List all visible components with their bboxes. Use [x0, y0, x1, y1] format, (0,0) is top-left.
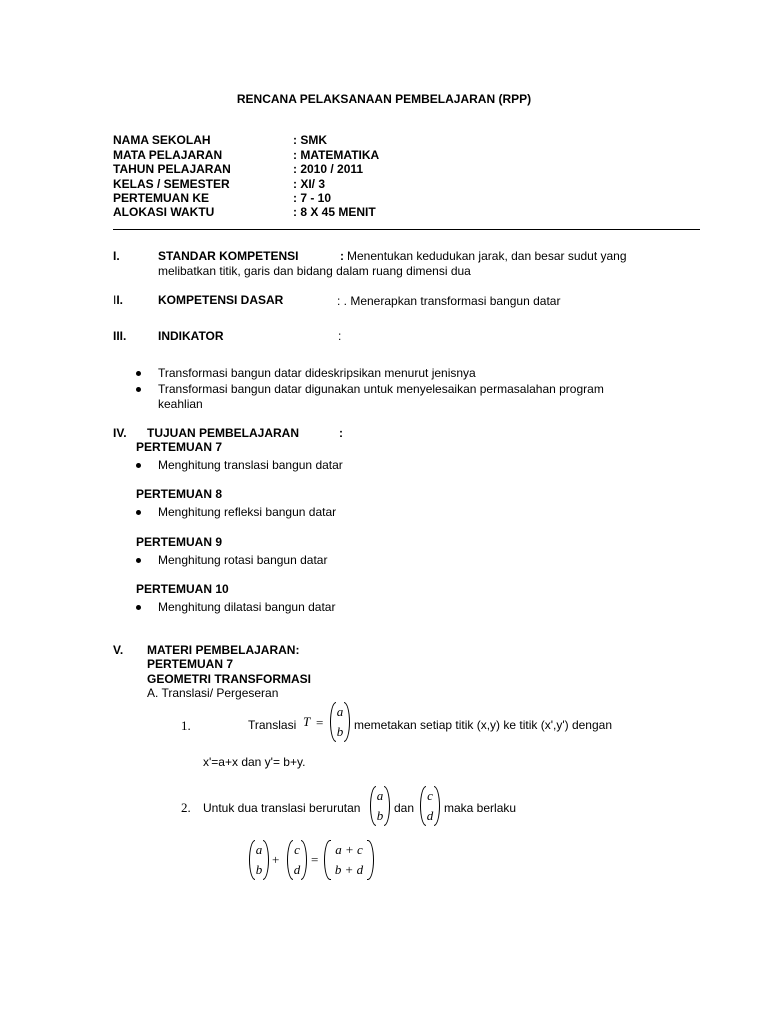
- vector-entry: a: [376, 788, 384, 803]
- section-colon: :: [339, 426, 343, 440]
- vector-ab: [370, 786, 390, 828]
- section-text: Menentukan kedudukan jarak, dan besar sudut yang: [347, 249, 627, 263]
- item-number: 2.: [181, 800, 191, 815]
- vector-sum: [324, 840, 374, 882]
- bullet-icon: [136, 371, 141, 376]
- meeting-title: PERTEMUAN 8: [136, 487, 223, 501]
- subtopic-title: A. Translasi/ Pergeseran: [147, 686, 279, 700]
- section-number: III.: [113, 329, 127, 343]
- list-item: keahlian: [158, 397, 203, 411]
- meeting-title: PERTEMUAN 7: [136, 440, 223, 454]
- vector-entry: a + c: [335, 842, 363, 857]
- section-text: melibatkan titik, garis dan bidang dalam ruang dimensi dua: [158, 264, 471, 278]
- list-item: Transformasi bangun datar dideskripsikan menurut jenisnya: [158, 366, 476, 380]
- section-number: [113, 293, 123, 307]
- vector-ab: [330, 702, 350, 744]
- vector-ab: [249, 840, 269, 882]
- section-heading: TUJUAN PEMBELAJARAN: [147, 426, 300, 440]
- document-title: RENCANA PELAKSANAAN PEMBELAJARAN (RPP): [236, 92, 532, 106]
- identity-value: : 2010 / 2011: [293, 162, 364, 176]
- section-number: V.: [113, 643, 124, 657]
- math-plus: +: [272, 852, 280, 867]
- section-colon: :: [340, 249, 344, 263]
- section-colon: :: [338, 329, 342, 343]
- item-text: Translasi: [248, 718, 297, 732]
- list-item: Menghitung refleksi bangun datar: [158, 505, 337, 519]
- math-symbol: T: [303, 714, 311, 729]
- bullet-icon: [136, 463, 141, 468]
- vector-entry: d: [293, 862, 301, 877]
- math-equals: =: [311, 852, 319, 867]
- vector-entry: a: [336, 704, 344, 719]
- bullet-icon: [136, 605, 141, 610]
- vector-entry: c: [427, 788, 433, 803]
- identity-value: : XI/ 3: [293, 177, 326, 191]
- identity-value: : 8 X 45 MENIT: [293, 205, 376, 219]
- vector-entry: b: [336, 724, 344, 739]
- vector-entry: a: [255, 842, 263, 857]
- vector-entry: b: [255, 862, 263, 877]
- section-number-part: I: [113, 293, 117, 307]
- section-heading: MATERI PEMBELAJARAN:: [147, 643, 300, 657]
- section-heading: KOMPETENSI DASAR: [158, 293, 284, 307]
- section-heading: STANDAR KOMPETENSI: [158, 249, 299, 263]
- identity-value: : SMK: [293, 133, 327, 147]
- item-text: maka berlaku: [444, 801, 517, 815]
- item-text: dan: [394, 801, 415, 815]
- bullet-icon: [136, 387, 141, 392]
- vector-entry: c: [294, 842, 300, 857]
- item-text: x'=a+x dan y'= b+y.: [203, 755, 306, 769]
- bullet-icon: [136, 510, 141, 515]
- list-item: Transformasi bangun datar digunakan untuk menyelesaikan permasalahan program: [158, 382, 604, 396]
- item-number: 1.: [181, 718, 191, 733]
- identity-label: NAMA SEKOLAH: [113, 133, 211, 147]
- vector-entry: b: [376, 808, 384, 823]
- meeting-title: PERTEMUAN 9: [136, 535, 223, 549]
- section-number-part: I.: [116, 293, 124, 307]
- identity-label: KELAS / SEMESTER: [113, 177, 230, 191]
- section-number: IV.: [113, 426, 127, 440]
- identity-label: PERTEMUAN KE: [113, 191, 210, 205]
- list-item: Menghitung translasi bangun datar: [158, 458, 343, 472]
- section-number: I.: [113, 249, 120, 263]
- item-text: memetakan setiap titik (x,y) ke titik (x',y') dengan: [354, 718, 613, 732]
- math-equals: =: [316, 715, 324, 730]
- bullet-icon: [136, 558, 141, 563]
- vector-cd: [420, 786, 440, 828]
- identity-value: : 7 - 10: [293, 191, 332, 205]
- meeting-title: PERTEMUAN 7: [147, 657, 234, 671]
- divider: [113, 229, 700, 230]
- list-item: Menghitung dilatasi bangun datar: [158, 600, 336, 614]
- vector-entry: b + d: [334, 862, 364, 877]
- list-item: Menghitung rotasi bangun datar: [158, 553, 328, 567]
- identity-label: TAHUN PELAJARAN: [113, 162, 231, 176]
- vector-cd: [287, 840, 307, 882]
- vector-entry: d: [426, 808, 434, 823]
- topic-title: GEOMETRI TRANSFORMASI: [147, 672, 311, 686]
- identity-label: MATA PELAJARAN: [113, 148, 223, 162]
- item-text: Untuk dua translasi berurutan: [203, 801, 361, 815]
- section-text: : . Menerapkan transformasi bangun datar: [337, 294, 561, 308]
- section-heading: INDIKATOR: [158, 329, 224, 343]
- identity-label: ALOKASI WAKTU: [113, 205, 215, 219]
- identity-value: : MATEMATIKA: [293, 148, 380, 162]
- meeting-title: PERTEMUAN 10: [136, 582, 229, 596]
